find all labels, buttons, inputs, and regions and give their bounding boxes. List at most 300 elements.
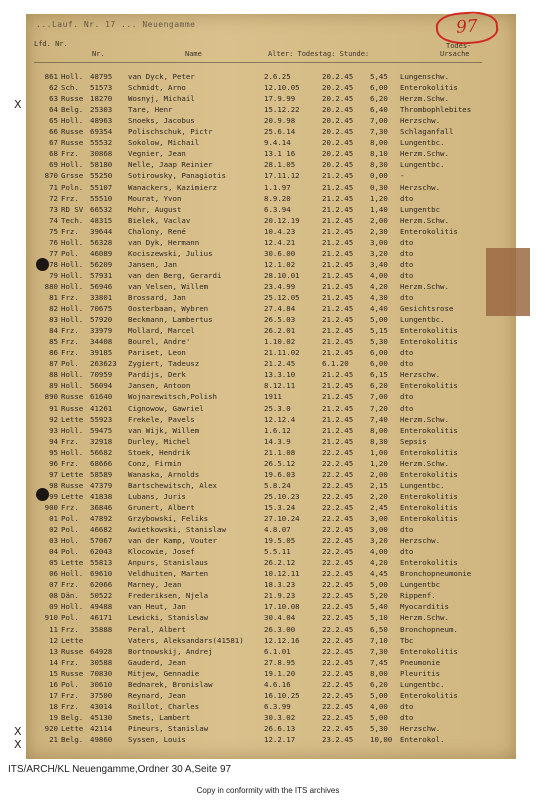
death-time: 8,30 xyxy=(370,160,388,170)
row-number: 890 xyxy=(44,392,58,402)
nationality: Holl. xyxy=(61,315,84,325)
death-date: 22.2.45 xyxy=(322,657,354,667)
birth-date: 30.4.04 xyxy=(264,613,296,623)
row-number: 91 xyxy=(49,403,58,413)
prisoner-number: 70830 xyxy=(90,668,113,678)
birth-date: 16.10.25 xyxy=(264,690,300,700)
death-date: 20.2.45 xyxy=(322,138,354,148)
prisoner-number: 33801 xyxy=(90,293,113,302)
death-date: 22.2.45 xyxy=(322,469,354,479)
nationality: Tech. xyxy=(61,215,84,225)
prisoner-name: Wanackers, Kazimierz xyxy=(128,182,217,192)
nationality: Holl. xyxy=(61,569,84,579)
table-row xyxy=(0,425,536,436)
prisoner-name: Grzybowski, Feliks xyxy=(128,514,209,523)
birth-date: 12.12.4 xyxy=(264,414,296,424)
table-row xyxy=(0,369,536,380)
row-number: 11 xyxy=(49,624,58,634)
death-time: 5,00 xyxy=(370,690,388,700)
prisoner-number: 43014 xyxy=(90,701,113,711)
prisoner-number: 58589 xyxy=(90,469,113,479)
death-cause: Pneumonie xyxy=(400,657,441,667)
prisoner-name: Jansen, Antoon xyxy=(128,381,191,391)
row-number: 920 xyxy=(44,723,58,733)
row-number: 03 xyxy=(49,536,58,546)
header-cause-top: Todes- xyxy=(446,42,472,50)
birth-date: 12.2.17 xyxy=(264,735,296,744)
table-row xyxy=(0,712,536,723)
table-row xyxy=(0,535,536,546)
row-number: 62 xyxy=(49,83,58,93)
death-time: 6,20 xyxy=(370,381,388,391)
death-cause: Enterokol. xyxy=(400,735,445,744)
prisoner-name: Peral, Albert xyxy=(128,624,186,634)
birth-date: 8.12.11 xyxy=(264,381,296,391)
row-number: 19 xyxy=(49,712,58,722)
prisoner-number: 55813 xyxy=(90,558,113,568)
table-row xyxy=(0,502,536,513)
prisoner-number: 37500 xyxy=(90,690,113,700)
prisoner-name: Sokolow, Michail xyxy=(128,138,200,148)
prisoner-name: Mitjew, Gennadie xyxy=(128,668,200,678)
death-date: 23.2.45 xyxy=(322,735,354,744)
nationality: Russe xyxy=(61,646,84,656)
prisoner-name: Roillot, Charles xyxy=(128,701,200,711)
birth-date: 13.3.10 xyxy=(264,370,296,380)
row-number: 78 xyxy=(49,259,58,269)
row-number: 21 xyxy=(49,735,58,744)
death-time: 2,15 xyxy=(370,480,388,490)
prisoner-name: Smets, Lambert xyxy=(128,712,191,722)
nationality: Holl. xyxy=(61,281,84,291)
nationality: Belg. xyxy=(61,712,84,722)
birth-date: 20.9.98 xyxy=(264,116,296,126)
death-cause: Enterokolitis xyxy=(400,690,458,700)
death-cause: Enterokolitis xyxy=(400,502,458,512)
prisoner-name: van Heut, Jan xyxy=(128,602,186,612)
prisoner-name: Veldhuiten, Marten xyxy=(128,569,209,579)
death-cause: Sepsis xyxy=(400,436,427,446)
death-time: 5,30 xyxy=(370,723,388,733)
table-row xyxy=(0,590,536,601)
death-time: 5,45 xyxy=(370,72,388,81)
death-time: 2,00 xyxy=(370,469,388,479)
table-row xyxy=(0,104,536,115)
table-row xyxy=(0,204,536,215)
death-cause: Enterokolitis xyxy=(400,226,458,236)
row-number: 77 xyxy=(49,248,58,258)
birth-date: 27.4.84 xyxy=(264,304,296,314)
prisoner-name: Reynard, Jean xyxy=(128,690,186,700)
nationality: Frz. xyxy=(61,580,79,590)
row-number: 17 xyxy=(49,690,58,700)
prisoner-number: 41261 xyxy=(90,403,113,413)
death-cause: dto xyxy=(400,712,414,722)
birth-date: 13.1 16 xyxy=(264,149,296,159)
death-cause: Herzm.Schw. xyxy=(400,215,449,225)
table-row xyxy=(0,635,536,646)
prisoner-name: van Dyck, Peter xyxy=(128,72,195,81)
birth-date: 8.9.20 xyxy=(264,193,291,203)
nationality: Holl. xyxy=(61,116,84,126)
prisoner-number: 50522 xyxy=(90,591,113,601)
row-number: 79 xyxy=(49,270,58,280)
archive-reference: ITS/ARCH/KL Neuengamme,Ordner 30 A,Seite 97 xyxy=(8,764,232,775)
nationality: Lette xyxy=(61,491,84,501)
row-number: 15 xyxy=(49,668,58,678)
prisoner-name: Brossard, Jan xyxy=(128,293,186,302)
prisoner-name: Nelle, Jaap Reinier xyxy=(128,160,213,170)
row-number: 18 xyxy=(49,701,58,711)
death-cause: - xyxy=(400,171,405,181)
birth-date: 19.5.05 xyxy=(264,536,296,546)
prisoner-name: Marney, Jean xyxy=(128,580,182,590)
death-cause: Enterokolitis xyxy=(400,514,458,523)
header-nr: Lfd. Nr. xyxy=(34,40,68,48)
death-cause: Lungentbc. xyxy=(400,679,445,689)
death-date: 21.2.45 xyxy=(322,226,354,236)
prisoner-number: 33979 xyxy=(90,326,113,336)
death-time: 0,00 xyxy=(370,171,388,181)
nationality: Hol. xyxy=(61,536,79,546)
copy-note: Copy in conformity with the ITS archives xyxy=(196,786,340,795)
nationality: Lette xyxy=(61,723,84,733)
death-cause: Herzschw. xyxy=(400,182,441,192)
death-date: 22.2.45 xyxy=(322,447,354,457)
prisoner-number: 41838 xyxy=(90,491,113,501)
death-cause: Enterokolitis xyxy=(400,469,458,479)
table-row xyxy=(0,82,536,93)
row-number: 86 xyxy=(49,348,58,358)
death-time: 7,20 xyxy=(370,403,388,413)
row-number: 861 xyxy=(44,72,58,81)
death-date: 21.2.45 xyxy=(322,237,354,247)
death-date: 22.2.45 xyxy=(322,723,354,733)
nationality: Frz. xyxy=(61,149,79,159)
death-cause: dto xyxy=(400,259,414,269)
nationality: Holl. xyxy=(61,270,84,280)
prisoner-number: 34408 xyxy=(90,337,113,347)
row-number: 16 xyxy=(49,679,58,689)
death-cause: dto xyxy=(400,348,414,358)
death-time: 0,30 xyxy=(370,182,388,192)
table-row xyxy=(0,491,536,502)
table-row xyxy=(0,391,536,402)
birth-date: 20.12.19 xyxy=(264,215,300,225)
prisoner-name: Kociszewski, Julius xyxy=(128,248,213,258)
birth-date: 26.2.01 xyxy=(264,326,296,336)
prisoner-name: van Velsen, Willem xyxy=(128,281,209,291)
table-row xyxy=(0,270,536,281)
table-row xyxy=(0,193,536,204)
nationality: Lette xyxy=(61,558,84,568)
row-number: 89 xyxy=(49,381,58,391)
death-date: 22.2.45 xyxy=(322,690,354,700)
row-number: 73 xyxy=(49,204,58,214)
row-number: 81 xyxy=(49,293,58,302)
birth-date: 17.9.99 xyxy=(264,94,296,104)
death-date: 20.2.45 xyxy=(322,160,354,170)
row-number: 76 xyxy=(49,237,58,247)
prisoner-name: Bednarek, Bronislaw xyxy=(128,679,213,689)
birth-date: 18.3.23 xyxy=(264,580,296,590)
table-row xyxy=(0,71,536,82)
death-date: 22.2.45 xyxy=(322,525,354,535)
table-row xyxy=(0,303,536,314)
death-date: 22.2.45 xyxy=(322,502,354,512)
death-time: 4,30 xyxy=(370,293,388,302)
nationality: Russe xyxy=(61,138,84,148)
prisoner-number: 70959 xyxy=(90,370,113,380)
nationality: Pol. xyxy=(61,525,79,535)
death-time: 4,00 xyxy=(370,701,388,711)
death-date: 21.2.45 xyxy=(322,248,354,258)
death-date: 22.2.45 xyxy=(322,712,354,722)
birth-date: 27.8.95 xyxy=(264,657,296,667)
death-cause: Lungentbc. xyxy=(400,160,445,170)
table-row xyxy=(0,358,536,369)
birth-date: 12.12.16 xyxy=(264,635,300,645)
prisoner-number: 66532 xyxy=(90,204,113,214)
birth-date: 4.6.16 xyxy=(264,679,291,689)
birth-date: 6.1.01 xyxy=(264,646,291,656)
death-date: 22.2.45 xyxy=(322,635,354,645)
prisoner-number: 39185 xyxy=(90,348,113,358)
table-row xyxy=(0,414,536,425)
death-time: 4,20 xyxy=(370,558,388,568)
death-cause: Herzschw. xyxy=(400,370,441,380)
death-date: 20.2.45 xyxy=(322,72,354,81)
death-date: 6.1.20 xyxy=(322,359,349,369)
prisoner-name: Lubans, Juris xyxy=(128,491,186,501)
row-number: 93 xyxy=(49,425,58,435)
table-row xyxy=(0,546,536,557)
birth-date: 5.5.11 xyxy=(264,547,291,557)
prisoner-number: 42114 xyxy=(90,723,113,733)
death-time: 1,00 xyxy=(370,447,388,457)
birth-date: 5.8.24 xyxy=(264,480,291,490)
birth-date: 21.2.45 xyxy=(264,359,296,369)
table-row xyxy=(0,182,536,193)
row-number: 66 xyxy=(49,127,58,137)
header-hnr: Nr. xyxy=(92,50,105,58)
birth-date: 15.3.24 xyxy=(264,502,296,512)
death-date: 21.2.45 xyxy=(322,215,354,225)
prisoner-name: Grunert, Albert xyxy=(128,502,195,512)
death-cause: Bronchopneumonie xyxy=(400,569,472,579)
death-time: 1,20 xyxy=(370,193,388,203)
death-time: 1,20 xyxy=(370,458,388,468)
prisoner-number: 39644 xyxy=(90,226,113,236)
prisoner-number: 49860 xyxy=(90,735,113,744)
death-time: 6,50 xyxy=(370,624,388,634)
birth-date: 9.4.14 xyxy=(264,138,291,148)
row-number: 74 xyxy=(49,215,58,225)
nationality: Holl. xyxy=(61,447,84,457)
death-cause: dto xyxy=(400,293,414,302)
prisoner-name: Chalony, René xyxy=(128,226,186,236)
birth-date: 6.3.99 xyxy=(264,701,291,711)
table-row xyxy=(0,646,536,657)
birth-date: 14.3.9 xyxy=(264,436,291,446)
prisoner-number: 47379 xyxy=(90,480,113,490)
death-date: 21.2.45 xyxy=(322,193,354,203)
death-date: 20.2.45 xyxy=(322,94,354,104)
prisoner-name: Klocowie, Josef xyxy=(128,547,195,557)
folio-number: 97 xyxy=(435,10,499,46)
birth-date: 25.6.14 xyxy=(264,127,296,137)
death-cause: Herzschw. xyxy=(400,116,441,126)
death-cause: Enterokolitis xyxy=(400,337,458,347)
death-time: 8,30 xyxy=(370,436,388,446)
prisoner-name: Stoek, Hendrik xyxy=(128,447,191,457)
row-number: 900 xyxy=(44,502,58,512)
table-row xyxy=(0,226,536,237)
birth-date: 19.6.03 xyxy=(264,469,296,479)
prisoner-name: Zygiert, Tadeusz xyxy=(128,359,200,369)
death-date: 22.2.45 xyxy=(322,480,354,490)
prisoner-number: 57931 xyxy=(90,270,113,280)
death-time: 3,40 xyxy=(370,259,388,269)
death-cause: Lungentbc xyxy=(400,204,441,214)
death-cause: Enterokolitis xyxy=(400,646,458,656)
birth-date: 28.10.01 xyxy=(264,270,300,280)
nationality: Russe xyxy=(61,403,84,413)
death-time: 10,00 xyxy=(370,735,393,744)
death-time: 6,40 xyxy=(370,105,388,115)
birth-date: 1.10.02 xyxy=(264,337,296,347)
death-cause: Enterokolitis xyxy=(400,447,458,457)
birth-date: 23.4.99 xyxy=(264,281,296,291)
prisoner-number: 263623 xyxy=(90,359,117,369)
prisoner-number: 61640 xyxy=(90,392,113,402)
death-time: 6,00 xyxy=(370,359,388,369)
prisoner-name: Pardijs, Derk xyxy=(128,370,186,380)
death-time: 5,15 xyxy=(370,326,388,336)
row-number: 94 xyxy=(49,436,58,446)
death-date: 20.2.45 xyxy=(322,105,354,115)
row-number: 85 xyxy=(49,337,58,347)
prisoner-number: 55250 xyxy=(90,171,113,181)
row-number: 01 xyxy=(49,514,58,523)
birth-date: 21.1.08 xyxy=(264,447,296,457)
prisoner-number: 68666 xyxy=(90,458,113,468)
death-cause: Schlaganfall xyxy=(400,127,454,137)
row-number: 83 xyxy=(49,315,58,325)
row-number: 09 xyxy=(49,602,58,612)
birth-date: 1911 xyxy=(264,392,282,402)
prisoner-name: Durley, Michel xyxy=(128,436,191,446)
death-date: 21.2.45 xyxy=(322,337,354,347)
death-time: 2,30 xyxy=(370,226,388,236)
pencil-mark: X xyxy=(14,738,22,751)
header-name: Name xyxy=(185,50,202,58)
birth-date: 10.12.11 xyxy=(264,569,300,579)
table-row xyxy=(0,447,536,458)
death-cause: dto xyxy=(400,248,414,258)
prisoner-name: van den Berg, Gerardi xyxy=(128,270,222,280)
table-row xyxy=(0,380,536,391)
death-time: 1,40 xyxy=(370,204,388,214)
prisoner-name: Frekele, Pavels xyxy=(128,414,195,424)
death-cause: Herzm.Schw. xyxy=(400,94,449,104)
death-cause: dto xyxy=(400,392,414,402)
prisoner-number: 48963 xyxy=(90,116,113,126)
row-number: 08 xyxy=(49,591,58,601)
row-number: 68 xyxy=(49,149,58,159)
prisoner-number: 45130 xyxy=(90,712,113,722)
row-number: 07 xyxy=(49,580,58,590)
birth-date: 26.3.00 xyxy=(264,624,296,634)
nationality: Frz. xyxy=(61,657,79,667)
nationality: Frz. xyxy=(61,337,79,347)
birth-date: 30.6.00 xyxy=(264,248,296,258)
death-cause: Thrombophlebites xyxy=(400,105,472,115)
table-row xyxy=(0,601,536,612)
prisoner-number: 32918 xyxy=(90,436,113,446)
death-cause: Herzm.Schw. xyxy=(400,281,449,291)
row-number: 72 xyxy=(49,193,58,203)
death-time: 5,10 xyxy=(370,613,388,623)
nationality: Russe xyxy=(61,668,84,678)
table-row xyxy=(0,624,536,635)
death-time: 6,00 xyxy=(370,348,388,358)
death-time: 4,40 xyxy=(370,304,388,314)
nationality: Frz. xyxy=(61,502,79,512)
table-row xyxy=(0,170,536,181)
prisoner-name: Jansen, Jan xyxy=(128,259,177,269)
death-time: 7,00 xyxy=(370,116,388,126)
death-cause: Bronchopneum. xyxy=(400,624,458,634)
death-cause: Enterokolitis xyxy=(400,381,458,391)
row-number: 92 xyxy=(49,414,58,424)
prisoner-name: Wojnarewitsch,Polish xyxy=(128,392,217,402)
row-number: 02 xyxy=(49,525,58,535)
death-time: 4,20 xyxy=(370,281,388,291)
prisoner-name: Beckmann, Lambertus xyxy=(128,315,213,325)
death-time: 7,30 xyxy=(370,646,388,656)
death-cause: Herzschw. xyxy=(400,536,441,546)
row-number: 13 xyxy=(49,646,58,656)
death-time: 4,00 xyxy=(370,547,388,557)
death-cause: Tbc xyxy=(400,635,414,645)
death-time: 8,00 xyxy=(370,668,388,678)
death-date: 21.2.45 xyxy=(322,182,354,192)
table-row xyxy=(0,126,536,137)
nationality: Lette xyxy=(61,469,84,479)
death-time: 6,00 xyxy=(370,83,388,93)
prisoner-number: 30868 xyxy=(90,149,113,159)
birth-date: 21.9.23 xyxy=(264,591,296,601)
nationality: Belg. xyxy=(61,735,84,744)
prisoner-name: Anpurs, Stanislaus xyxy=(128,558,209,568)
birth-date: 21.11.02 xyxy=(264,348,300,358)
table-row xyxy=(0,579,536,590)
nationality: Frz. xyxy=(61,326,79,336)
death-date: 21.2.45 xyxy=(322,281,354,291)
death-date: 22.2.45 xyxy=(322,591,354,601)
death-time: 3,00 xyxy=(370,525,388,535)
birth-date: 26.6.13 xyxy=(264,723,296,733)
death-cause: Lungentbc. xyxy=(400,480,445,490)
death-date: 20.2.45 xyxy=(322,127,354,137)
prisoner-number: 62043 xyxy=(90,547,113,557)
table-row xyxy=(0,237,536,248)
row-number: 88 xyxy=(49,370,58,380)
table-row xyxy=(0,215,536,226)
prisoner-number: 57920 xyxy=(90,315,113,325)
prisoner-name: Oosterbaan, Wybren xyxy=(128,304,209,314)
